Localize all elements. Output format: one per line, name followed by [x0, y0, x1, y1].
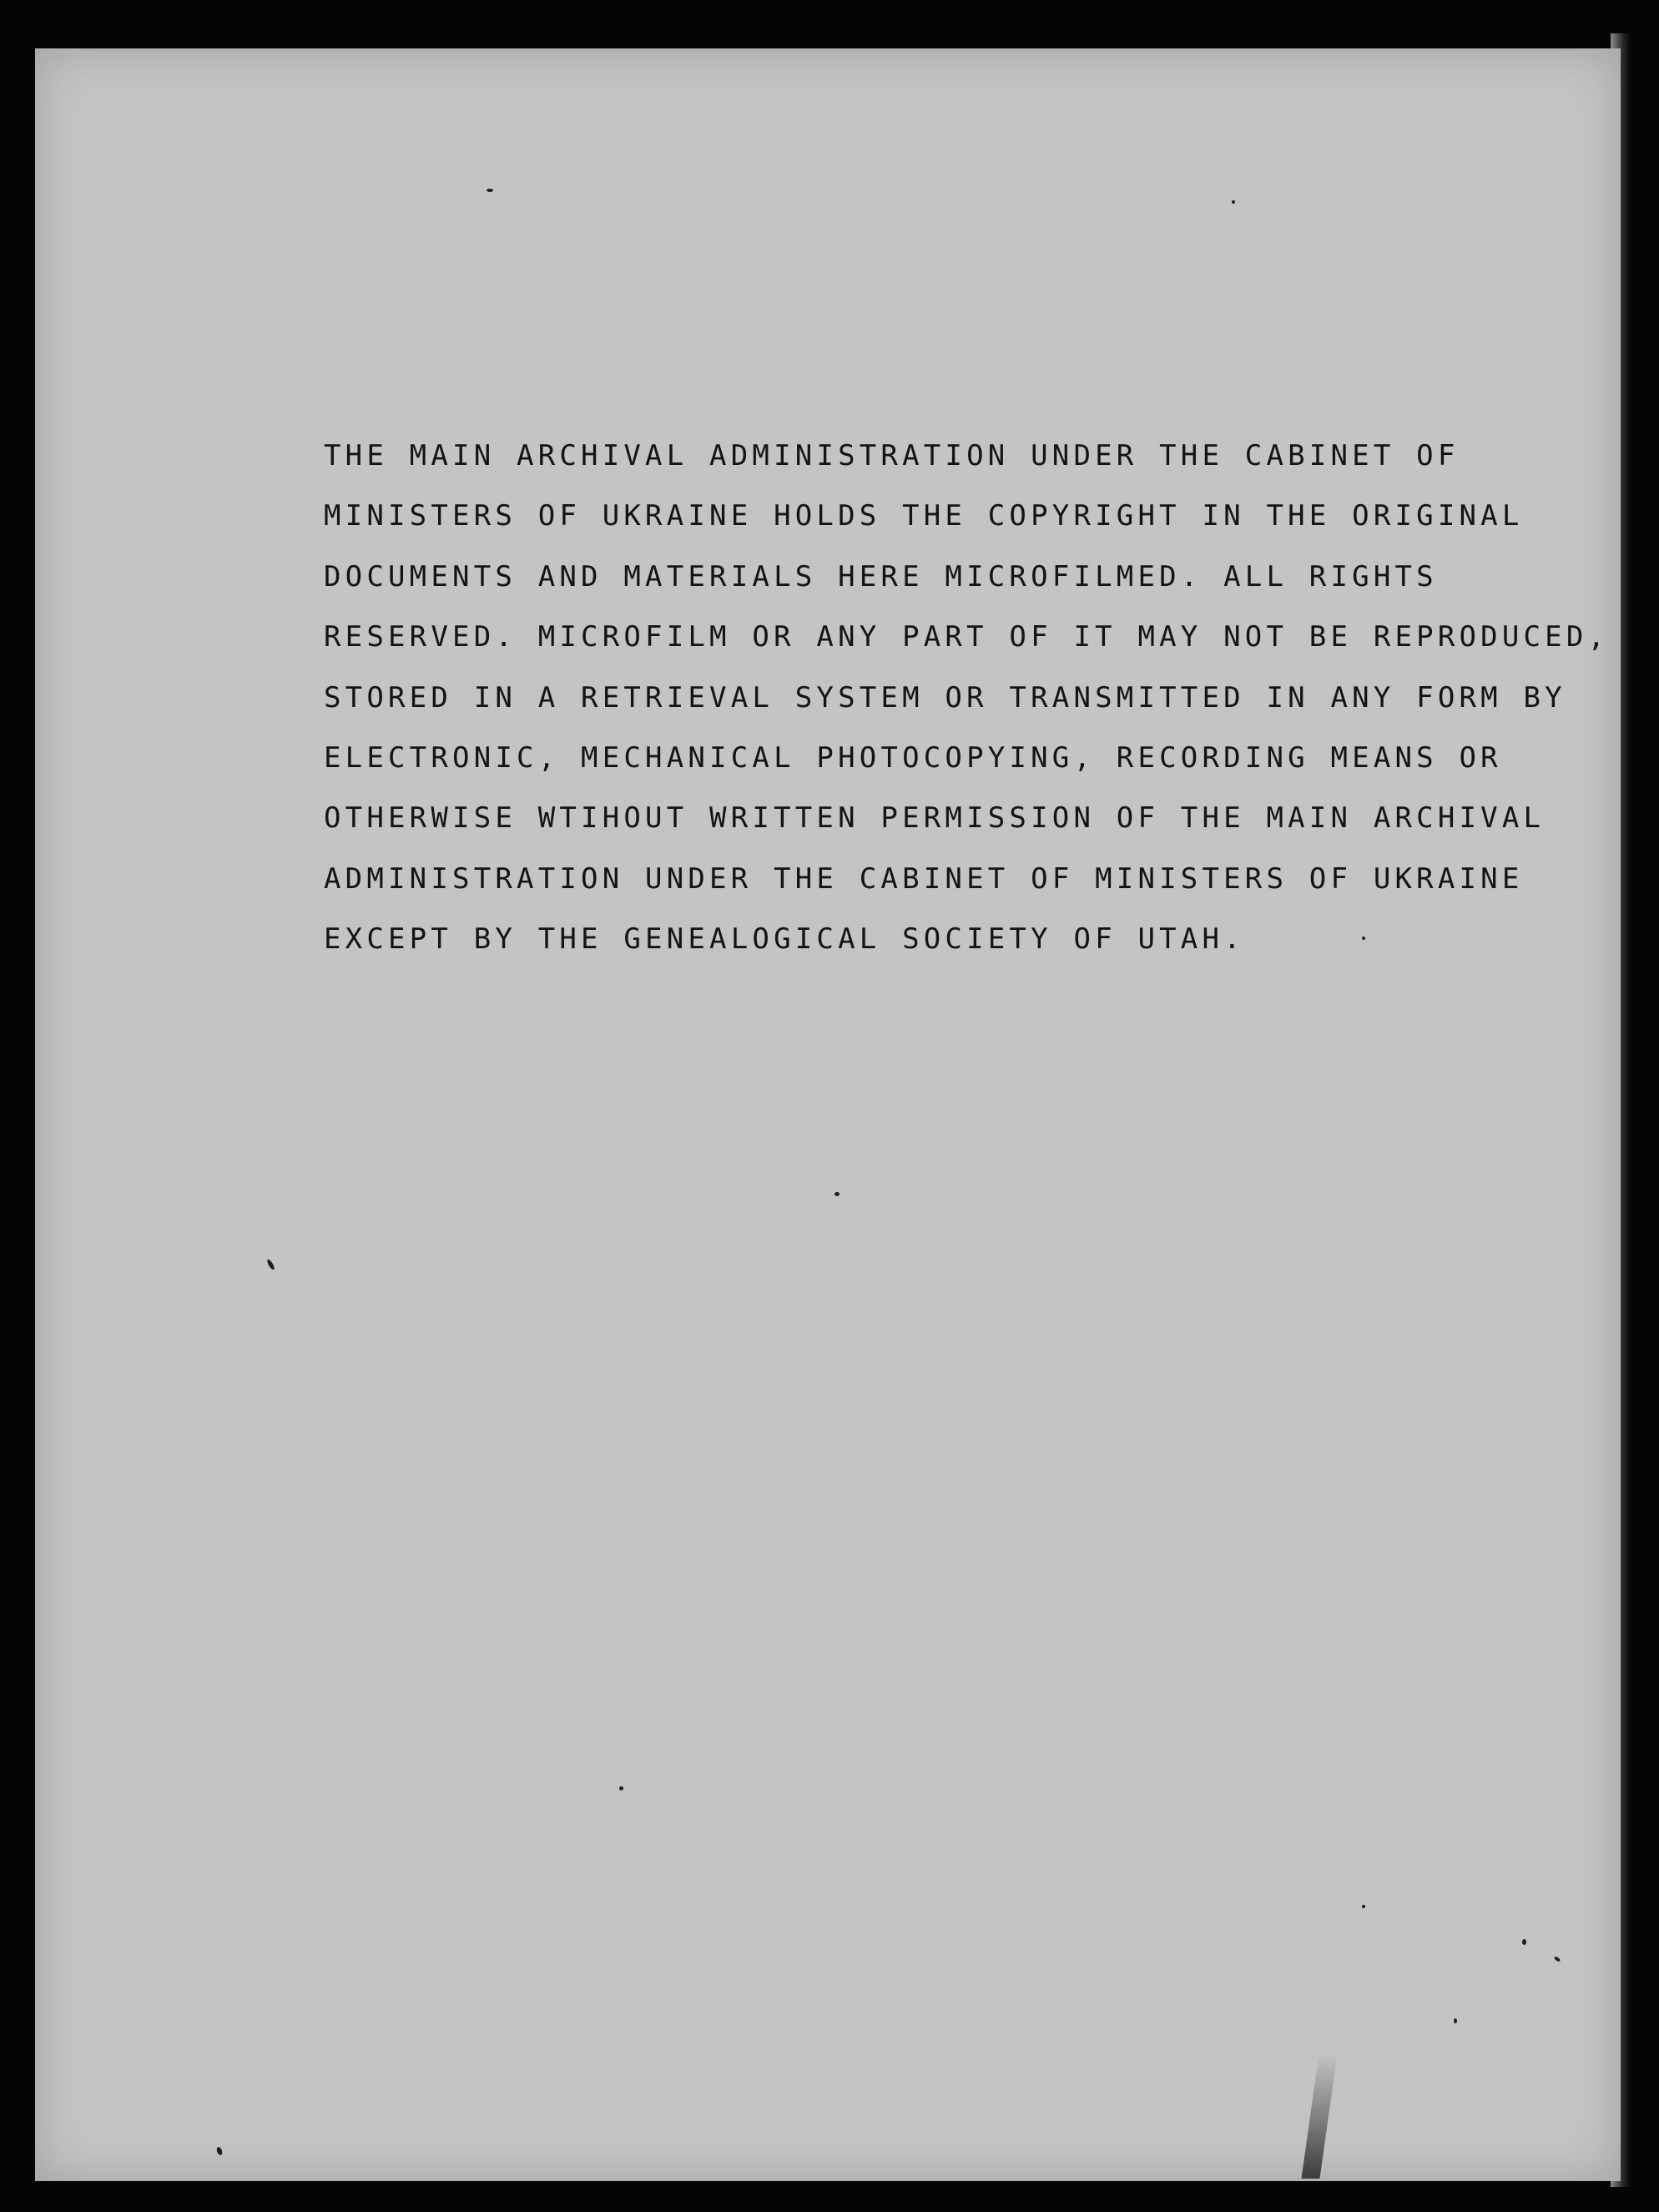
copyright-notice	[324, 426, 1609, 970]
dust-speck	[1232, 200, 1235, 204]
notice-line: EXCEPT BY THE GENEALOGICAL SOCIETY OF UTAH.	[324, 922, 1245, 957]
dust-speck	[835, 1192, 840, 1196]
dust-speck	[487, 189, 493, 192]
notice-line: ELECTRONIC, MECHANICAL PHOTOCOPYING, RECORDING MEANS OR	[324, 740, 1502, 775]
dust-speck	[1454, 2018, 1457, 2023]
notice-line: RESERVED. MICROFILM OR ANY PART OF IT MAY NOT BE REPRODUCED,	[324, 620, 1610, 654]
dust-speck	[1362, 1905, 1365, 1908]
dust-speck	[1362, 937, 1365, 940]
notice-line: THE MAIN ARCHIVAL ADMINISTRATION UNDER THE CABINET OF	[324, 439, 1460, 472]
notice-line: STORED IN A RETRIEVAL SYSTEM OR TRANSMITTED IN ANY FORM BY	[324, 680, 1566, 715]
dust-speck	[619, 1786, 623, 1790]
notice-line: OTHERWISE WTIHOUT WRITTEN PERMISSION OF THE MAIN ARCHIVAL	[324, 801, 1546, 836]
notice-line: DOCUMENTS AND MATERIALS HERE MICROFILMED. ALL RIGHTS	[324, 559, 1438, 593]
notice-line: MINISTERS OF UKRAINE HOLDS THE COPYRIGHT IN THE ORIGINAL	[324, 499, 1524, 533]
dust-speck	[1522, 1939, 1526, 1945]
paper-sheet	[35, 48, 1621, 2181]
notice-line: ADMINISTRATION UNDER THE CABINET OF MINISTERS OF UKRAINE	[324, 861, 1524, 896]
